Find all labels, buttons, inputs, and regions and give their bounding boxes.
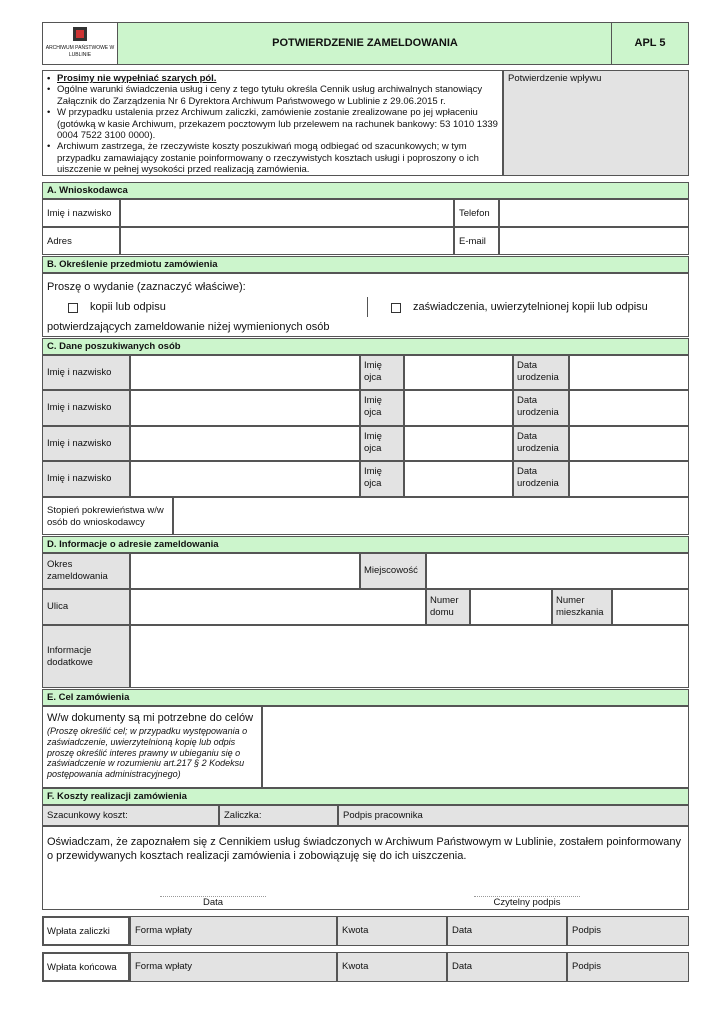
label-cell (42, 497, 173, 535)
payment-date-label: Data (452, 925, 473, 936)
section-d-title: D. Informacje o adresie zameldowania (42, 536, 689, 553)
label-cell (454, 227, 499, 255)
house-number-label: Numer domu (430, 595, 459, 618)
copy-option-label: kopii lub odpisu (90, 301, 166, 313)
payment-date-cell (447, 952, 567, 982)
label-cell (360, 390, 404, 426)
note-item: • Ogólne warunki świadczenia usług i ceny z tego tytułu określa Cennik usług archiwalnych stanowiący Załącznik do Zarządzenia Nr 6 Dyrektora Archiwum Państwowego w Lublinie z 29.06.2015 r. (45, 84, 499, 107)
label-cell (42, 426, 130, 461)
form-code: APL 5 (634, 37, 666, 49)
logo-text: ARCHIWUM PAŃSTWOWE W LUBLINIE (45, 45, 115, 58)
payment-sign-label: Podpis (572, 925, 602, 936)
person-name-field[interactable] (130, 461, 360, 497)
address-label: Adres (47, 236, 72, 247)
logo-box (42, 22, 118, 65)
copy-checkbox[interactable] (68, 303, 78, 313)
payment-form-cell (130, 916, 337, 946)
birth-date-field[interactable] (569, 426, 689, 461)
additional-info-field[interactable] (130, 625, 689, 688)
label-cell (360, 553, 426, 589)
payment-amount-cell (337, 952, 447, 982)
label-cell (513, 390, 569, 426)
birth-date-field[interactable] (569, 461, 689, 497)
address-field[interactable] (120, 227, 454, 255)
label-cell (513, 426, 569, 461)
person-name-label: Imię i nazwisko (47, 438, 112, 449)
father-name-field[interactable] (404, 355, 513, 390)
payment-label-cell (42, 916, 130, 946)
label-cell (426, 589, 470, 625)
birth-date-label: Data urodzenia (517, 431, 559, 454)
order-note: potwierdzających zameldowanie niżej wymienionych osób (47, 321, 330, 333)
label-cell (552, 589, 612, 625)
advance-cell (219, 805, 338, 826)
father-name-label: Imię ojca (364, 360, 382, 383)
section-a-title: A. Wnioskodawca (42, 182, 689, 199)
logo-emblem-icon (73, 27, 87, 41)
city-field[interactable] (426, 553, 689, 589)
father-name-label: Imię ojca (364, 431, 382, 454)
label-cell (42, 390, 130, 426)
date-label: Data (202, 897, 224, 908)
page-title: POTWIERDZENIE ZAMELDOWANIA (272, 37, 458, 49)
readable-signature-line (474, 896, 580, 908)
birth-date-label: Data urodzenia (517, 360, 559, 383)
readable-signature-label: Czytelny podpis (493, 897, 561, 908)
purpose-label-cell (42, 706, 262, 788)
purpose-label: W/w dokumenty są mi potrzebne do celów (47, 712, 254, 724)
section-b-title: B. Określenie przedmiotu zamówienia (42, 256, 689, 273)
final-payment-label: Wpłata końcowa (47, 962, 117, 973)
payment-form-cell (130, 952, 337, 982)
purpose-hint: (Proszę określić cel; w przypadku występowania o zaświadczenie, uwierzytelnioną kopię lub odpis proszę określić interes prawny w ubieganiu się o zaświadczenie w rozumieniu art.217 § 2 Kodeksu postępowania administracyjnego) (47, 726, 248, 780)
certificate-checkbox[interactable] (391, 303, 401, 313)
person-name-label: Imię i nazwisko (47, 473, 112, 484)
section-c-title: C. Dane poszukiwanych osób (42, 338, 689, 355)
city-label: Miejscowość (364, 565, 418, 576)
person-name-field[interactable] (130, 426, 360, 461)
label-cell (42, 461, 130, 497)
father-name-field[interactable] (404, 390, 513, 426)
payment-amount-label: Kwota (342, 961, 369, 972)
payment-sign-cell (567, 916, 689, 946)
additional-info-label: Informacje dodatkowe (47, 645, 93, 668)
house-number-field[interactable] (470, 589, 552, 625)
person-name-field[interactable] (130, 390, 360, 426)
phone-field[interactable] (499, 199, 689, 227)
birth-date-label: Data urodzenia (517, 466, 559, 489)
label-cell (42, 227, 120, 255)
label-cell (42, 589, 130, 625)
declaration-text: Oświadczam, że zapoznałem się z Cennikiem usług świadczonych w Archiwum Państwowym w Lublinie, zostałem poinformowany o przewidywanych kosztach realizacji zamówienia i zobowiązuję się do ich uiszczenia. (47, 836, 681, 862)
period-field[interactable] (130, 553, 360, 589)
section-f-title: F. Koszty realizacji zamówienia (42, 788, 689, 805)
estimated-cost-label: Szacunkowy koszt: (47, 810, 128, 821)
employee-signature-label: Podpis pracownika (343, 810, 423, 821)
receipt-label: Potwierdzenie wpływu (508, 73, 602, 84)
father-name-label: Imię ojca (364, 466, 382, 489)
note-item: • W przypadku ustalenia przez Archiwum zaliczki, zamówienie zostanie zrealizowane po jej wpłaceniu (gotówką w kasie Archiwum, przekazem pocztowym lub przelewem na rachunek bankowy: 53 1010 1339 0004 7522 3100 0000). (45, 107, 499, 141)
note-item: • Archiwum zastrzega, że rzeczywiste koszty poszukiwań mogą odbiegać od szacunkowych; w tym przypadku zamawiający zostanie poinformowany o rzeczywistych kosztach usługi i poproszony o ich uiszczenie w pełnej wysokości przed realizacją zamówienia. (45, 141, 499, 175)
note-item: • Prosimy nie wypełniać szarych pól. (45, 73, 499, 84)
period-label: Okres zameldowania (47, 559, 108, 582)
street-label: Ulica (47, 601, 69, 612)
option-divider (367, 297, 368, 317)
label-cell (360, 461, 404, 497)
person-name-label: Imię i nazwisko (47, 367, 112, 378)
label-cell (42, 355, 130, 390)
label-cell (360, 355, 404, 390)
email-label: E-mail (459, 236, 486, 247)
payment-sign-label: Podpis (572, 961, 602, 972)
payment-amount-label: Kwota (342, 925, 369, 936)
flat-number-label: Numer mieszkania (556, 595, 604, 618)
label-cell (360, 426, 404, 461)
label-cell (42, 199, 120, 227)
order-prompt: Proszę o wydanie (zaznaczyć właściwe): (47, 281, 246, 293)
employee-signature-cell (338, 805, 689, 826)
email-field[interactable] (499, 227, 689, 255)
person-name-field[interactable] (130, 355, 360, 390)
father-name-label: Imię ojca (364, 395, 382, 418)
relation-label: Stopień pokrewieństwa w/w osób do wnioskodawcy (47, 505, 164, 528)
payment-amount-cell (337, 916, 447, 946)
payment-form-label: Forma wpłaty (135, 925, 193, 936)
applicant-name-label: Imię i nazwisko (47, 208, 112, 219)
label-cell (42, 553, 130, 589)
advance-payment-label: Wpłata zaliczki (47, 926, 110, 937)
payment-label-cell (42, 952, 130, 982)
section-e-title: E. Cel zamówienia (42, 689, 689, 706)
birth-date-field[interactable] (569, 390, 689, 426)
relation-field[interactable] (173, 497, 689, 535)
father-name-field[interactable] (404, 426, 513, 461)
phone-label: Telefon (459, 208, 490, 219)
receipt-box (503, 70, 689, 176)
father-name-field[interactable] (404, 461, 513, 497)
payment-date-label: Data (452, 961, 473, 972)
payment-form-label: Forma wpłaty (135, 961, 193, 972)
estimated-cost-cell (42, 805, 219, 826)
street-field[interactable] (130, 589, 426, 625)
advance-label: Zaliczka: (224, 810, 262, 821)
payment-date-cell (447, 916, 567, 946)
payment-sign-cell (567, 952, 689, 982)
label-cell (42, 625, 130, 688)
notes-box (42, 70, 503, 176)
certificate-option-label: zaświadczenia, uwierzytelnionej kopii lub odpisu (413, 301, 648, 313)
person-name-label: Imię i nazwisko (47, 402, 112, 413)
label-cell (513, 461, 569, 497)
purpose-field[interactable] (262, 706, 689, 788)
birth-date-label: Data urodzenia (517, 395, 559, 418)
date-signature-line (160, 896, 266, 908)
flat-number-field[interactable] (612, 589, 689, 625)
label-cell (454, 199, 499, 227)
label-cell (513, 355, 569, 390)
birth-date-field[interactable] (569, 355, 689, 390)
applicant-name-field[interactable] (120, 199, 454, 227)
